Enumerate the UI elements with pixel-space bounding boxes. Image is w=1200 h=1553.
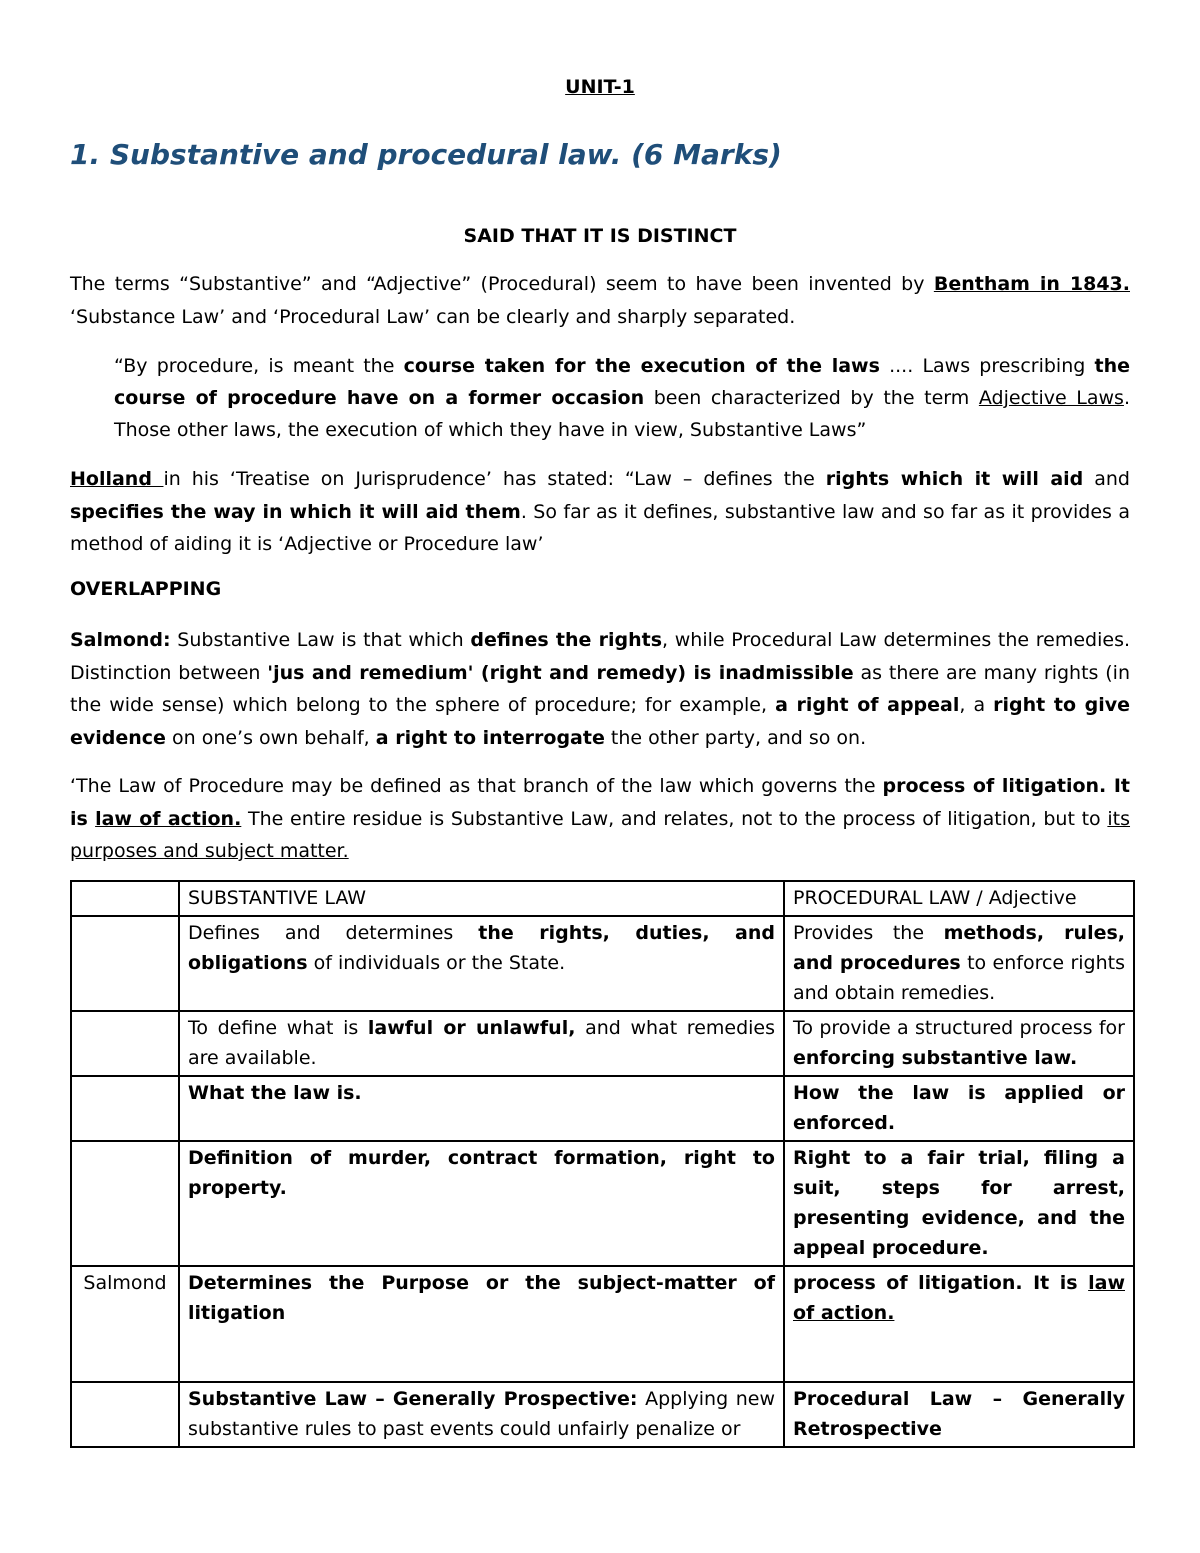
underlined-text: Adjective Laws [978, 387, 1124, 409]
table-cell: Procedural Law – Generally Retrospective [784, 1382, 1134, 1447]
table-cell [71, 1011, 179, 1076]
text-span: . So far as it defines, substantive law and so far as it provides a method of aiding it is ‘Adjective or Procedure law’ [70, 500, 1130, 555]
header-procedural-law: PROCEDURAL LAW / Adjective [784, 881, 1134, 916]
overlapping-heading: OVERLAPPING [70, 578, 222, 600]
text-span: . Those other laws, the execution of which they have in view, Substantive Laws” [114, 387, 1130, 441]
table-cell [179, 1011, 784, 1076]
text-span: and [1083, 468, 1130, 490]
row-label-salmond: Salmond [71, 1266, 179, 1382]
table-row [71, 916, 1134, 1011]
table-cell: Definition of murder, contract formation, right to property. [179, 1141, 784, 1266]
text-span: To provide a structured process for [793, 1017, 1125, 1039]
unit-title: UNIT-1 [565, 76, 635, 98]
table-cell: Determines the Purpose or the subject-matter of litigation [179, 1266, 784, 1382]
text-span: to enforce rights and obtain remedies. [793, 952, 1125, 1004]
table-row [71, 1382, 1134, 1447]
text-span: Substantive Law is that which [170, 629, 471, 651]
table-cell [71, 1382, 179, 1447]
bold-text: the rights, duties, and obligations [188, 922, 775, 974]
text-span: .... Laws prescribing [879, 355, 1095, 377]
table-cell [71, 881, 179, 916]
bold-text: 'jus and remedium' (right and remedy) is inadmissible [267, 661, 854, 684]
table-cell [784, 1011, 1134, 1076]
table-cell [71, 1076, 179, 1141]
paragraph-procedure [70, 770, 1130, 868]
salmond-name: Salmond: [70, 629, 171, 651]
table-row [71, 1076, 1134, 1141]
quote-paragraph [114, 350, 1130, 446]
paragraph-holland [70, 463, 1130, 561]
bold-text: specifies the way in which it will aid them [70, 500, 521, 523]
bold-text: process of litigation. It is [70, 775, 1131, 830]
bold-text: enforcing substantive law. [793, 1047, 1078, 1069]
bold-text: rights which it will aid [825, 468, 1084, 490]
table-cell: Right to a fair trial, filing a suit, steps for arrest, presenting evidence, and the appeal procedure. [784, 1141, 1134, 1266]
table-row [71, 1141, 1134, 1266]
table-row [71, 1011, 1134, 1076]
underlined-text: its purposes and subject matter. [70, 807, 1131, 862]
text-span: ‘The Law of Procedure may be defined as that branch of the law which governs the [70, 775, 883, 797]
text-span: Defines and determines [188, 922, 479, 944]
bold-text: a right of appeal [775, 694, 960, 716]
underlined-text: law of action. [793, 1272, 1125, 1324]
table-row [71, 1266, 1134, 1382]
text-span: on one’s own behalf, [165, 726, 376, 749]
text-span: , a [959, 694, 994, 716]
table-cell [71, 1141, 179, 1266]
text-span: been characterized by the term [644, 387, 979, 409]
text-span: The terms “Substantive” and “Adjective” (Procedural) seem to have been invented by [70, 273, 934, 295]
header-substantive-law: SUBSTANTIVE LAW [179, 881, 784, 916]
text-span: process of litigation. It is [793, 1272, 1089, 1294]
sub-heading: SAID THAT IT IS DISTINCT [463, 225, 737, 247]
text-span: “By procedure, is meant the [114, 355, 404, 377]
text-span: Applying new substantive rules to past events could unfairly penalize or [188, 1388, 776, 1440]
bold-text: course taken for the execution of the laws [403, 355, 880, 377]
table-cell [71, 916, 179, 1011]
table-header-row [71, 881, 1134, 916]
table-cell: What the law is. [179, 1076, 784, 1141]
bold-text: methods, rules, and procedures [793, 922, 1125, 974]
text-span: as there are many rights (in the wide sense) which belong to the sphere of procedure; for example, [70, 661, 1131, 716]
text-span: The entire residue is Substantive Law, and relates, not to the process of litigation, but to [241, 807, 1108, 830]
text-span: To define what is [188, 1017, 368, 1039]
paragraph-salmond [70, 624, 1130, 754]
text-span: of individuals or the State. [307, 952, 566, 974]
table-cell [784, 916, 1134, 1011]
bold-text: the course of procedure have on a former occasion [114, 355, 1130, 409]
text-span: in his ‘Treatise on Jurisprudence’ has stated: “Law – defines the [163, 468, 826, 490]
text-span: , while Procedural Law determines the remedies. Distinction between [70, 629, 1131, 684]
text-span: and what remedies are available. [188, 1017, 776, 1069]
bold-underlined-text: law of action. [95, 807, 242, 830]
bentham-citation: Bentham in 1843. [933, 273, 1130, 295]
table-cell [179, 916, 784, 1011]
bold-text: lawful or unlawful, [367, 1017, 576, 1039]
bold-text: right to give evidence [70, 694, 1130, 749]
text-span: ‘Substance Law’ and ‘Procedural Law’ can be clearly and sharply separated. [70, 305, 796, 328]
section-heading: 1. Substantive and procedural law. (6 Marks) [70, 138, 782, 171]
bold-text: Substantive Law – Generally Prospective: [188, 1388, 638, 1410]
table-cell: How the law is applied or enforced. [784, 1076, 1134, 1141]
holland-name: Holland [70, 468, 164, 490]
text-span: the other party, and so on. [604, 726, 867, 749]
bold-text: a right to interrogate [375, 726, 605, 749]
text-span: Provides the [793, 922, 944, 944]
comparison-table [70, 880, 1135, 1448]
paragraph-bentham [70, 268, 1130, 333]
bold-text: defines the rights [470, 629, 663, 651]
table-cell [179, 1382, 784, 1447]
table-cell [784, 1266, 1134, 1382]
